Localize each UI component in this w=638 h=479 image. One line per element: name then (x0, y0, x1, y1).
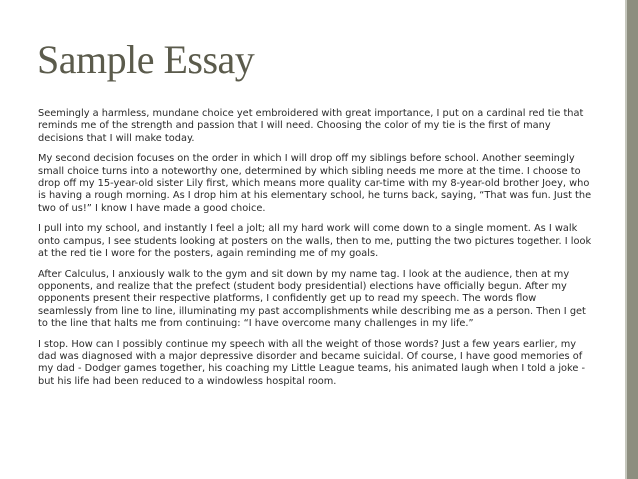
essay-paragraph-5: I stop. How can I possibly continue my speech with all the weight of those words? Just a few years earlier, my dad was diagnosed with a major depressive disorder and became suicidal. Of course, I have good memories of my dad - Dodger games together, his coaching my Little League teams, his animated laugh when I told a joke - but his life had been reduced to a windowless hospital room. (38, 338, 586, 387)
essay-paragraph-3: I pull into my school, and instantly I feel a jolt; all my hard work will come down to a single moment. As I walk onto campus, I see students looking at posters on the walls, then to me, putting the two pictures together. I look at the red tie I wore for the posters, again reminding me of my goals. (38, 223, 592, 259)
essay-body (38, 108, 593, 396)
slide-title: Sample Essay (37, 37, 255, 82)
essay-paragraph-4: After Calculus, I anxiously walk to the gym and sit down by my name tag. I look at the audience, then at my opponents, and realize that the prefect (student body presidential) elections have officially begun. After my opponents present their respective platforms, I confidently get up to read my speech. The words flow seamlessly from line to line, illuminating my past accomplishments while describing me as a person. Then I get to the line that halts me from continuing: “I have overcome many challenges in my life.” (38, 268, 586, 329)
essay-paragraph-1: Seemingly a harmless, mundane choice yet embroidered with great importance, I put on a cardinal red tie that reminds me of the strength and passion that I will need. Choosing the color of my tie is the first of many decisions that I will make today. (38, 108, 584, 144)
accent-bar (627, 0, 638, 479)
essay-paragraph-2: My second decision focuses on the order in which I will drop off my siblings before school. Another seemingly small choice turns into a noteworthy one, determined by which sibling needs me more at the time. I choose to drop off my 15-year-old sister Lily first, which means more quality car-time with my 8-year-old brother Joey, who is having a rough morning. As I drop him at his elementary school, he turns back, saying, “That was fun. Just the two of us!” I know I have made a good choice. (38, 153, 592, 214)
